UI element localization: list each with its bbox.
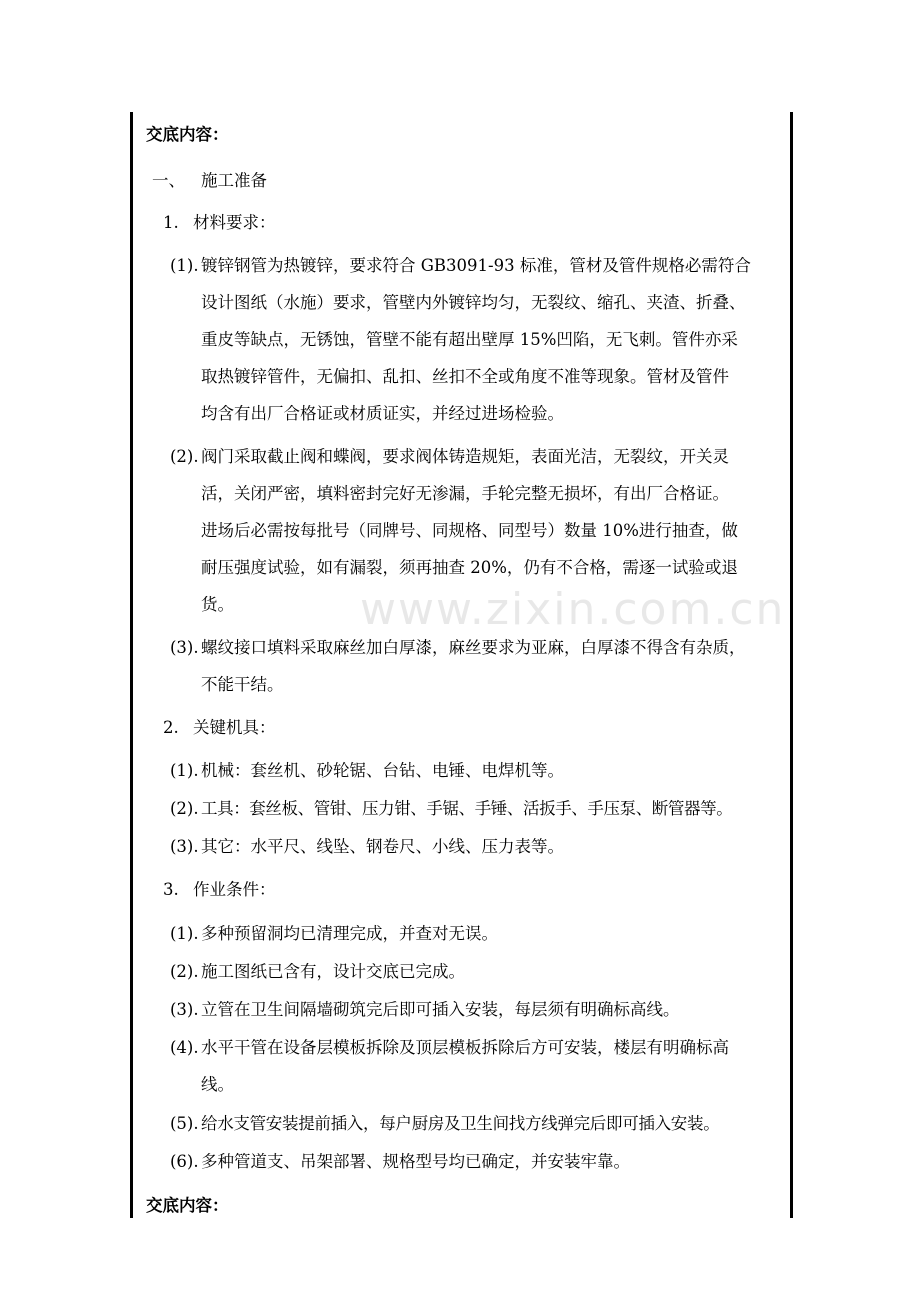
list-item-number: (1). <box>170 924 199 943</box>
paragraph-line: 耐压强度试验，如有漏裂，须再抽查 20%，仍有不合格，需逐一试验或退 <box>201 558 738 577</box>
paragraph-line: 进场后必需按每批号（同牌号、同规格、同型号）数量 10%进行抽查，做 <box>201 521 738 540</box>
paragraph-line: 镀锌钢管为热镀锌，要求符合 GB3091-93 标准，管材及管件规格必需符合 <box>201 256 751 275</box>
paragraph-line: 不能干结。 <box>201 675 284 694</box>
left-border-rule <box>130 112 133 1218</box>
right-border-rule <box>790 112 793 1218</box>
list-item-number: (1). <box>170 761 199 780</box>
paragraph-line: 货。 <box>201 595 234 614</box>
section-number: 一、 <box>152 171 185 190</box>
paragraph-line: 重皮等缺点，无锈蚀，管壁不能有超出壁厚 15%凹陷，无飞刺。管件亦采 <box>201 330 738 349</box>
paragraph-line: 螺纹接口填料采取麻丝加白厚漆，麻丝要求为亚麻，白厚漆不得含有杂质， <box>201 638 746 657</box>
subsection-number: 1. <box>163 213 179 232</box>
list-item-number: (6). <box>170 1152 199 1171</box>
list-item-number: (2). <box>170 962 199 981</box>
list-item-number: (1). <box>170 256 199 275</box>
list-item-text: 其它：水平尺、线坠、钢卷尺、小线、压力表等。 <box>201 837 564 856</box>
subsection-title: 作业条件： <box>193 880 276 899</box>
list-item-number: (5). <box>170 1114 199 1133</box>
subsection-title: 材料要求： <box>193 213 276 232</box>
section-heading-bottom: 交底内容： <box>146 1196 229 1215</box>
list-item-number: (2). <box>170 799 199 818</box>
subsection-number: 2. <box>163 718 179 737</box>
paragraph-line: 设计图纸（水施）要求，管壁内外镀锌均匀，无裂纹、缩孔、夹渣、折叠、 <box>201 293 746 312</box>
paragraph-line: 均含有出厂合格证或材质证实，并经过进场检验。 <box>201 404 564 423</box>
subsection-number: 3. <box>163 880 179 899</box>
list-item-number: (2). <box>170 447 199 466</box>
paragraph-line: 阀门采取截止阀和蝶阀，要求阀体铸造规矩，表面光洁，无裂纹，开关灵 <box>201 447 729 466</box>
list-item-text: 给水支管安装提前插入，每户厨房及卫生间找方线弹完后即可插入安装。 <box>201 1114 720 1133</box>
section-title: 施工准备 <box>201 171 267 190</box>
list-item-text: 多种管道支、吊架部署、规格型号均已确定，并安装牢靠。 <box>201 1152 630 1171</box>
watermark: www.zixin.com.cn <box>360 584 786 635</box>
list-item-text: 工具：套丝板、管钳、压力钳、手锯、手锤、活扳手、手压泵、断管器等。 <box>201 799 733 818</box>
list-item-text: 线。 <box>201 1075 234 1094</box>
list-item-number: (3). <box>170 1000 199 1019</box>
paragraph-line: 活，关闭严密，填料密封完好无渗漏，手轮完整无损坏，有出厂合格证。 <box>201 484 729 503</box>
list-item-number: (3). <box>170 638 199 657</box>
list-item-number: (3). <box>170 837 199 856</box>
section-heading: 交底内容： <box>146 125 229 144</box>
subsection-title: 关键机具： <box>193 718 276 737</box>
list-item-text: 水平干管在设备层模板拆除及顶层模板拆除后方可安装，楼层有明确标高 <box>201 1038 729 1057</box>
list-item-number: (4). <box>170 1038 199 1057</box>
list-item-text: 立管在卫生间隔墙砌筑完后即可插入安装，每层须有明确标高线。 <box>201 1000 680 1019</box>
list-item-text: 机械：套丝机、砂轮锯、台钻、电锤、电焊机等。 <box>201 761 564 780</box>
list-item-text: 多种预留洞均已清理完成，并查对无误。 <box>201 924 498 943</box>
paragraph-line: 取热镀锌管件，无偏扣、乱扣、丝扣不全或角度不准等现象。管材及管件 <box>201 367 729 386</box>
list-item-text: 施工图纸已含有，设计交底已完成。 <box>201 962 465 981</box>
